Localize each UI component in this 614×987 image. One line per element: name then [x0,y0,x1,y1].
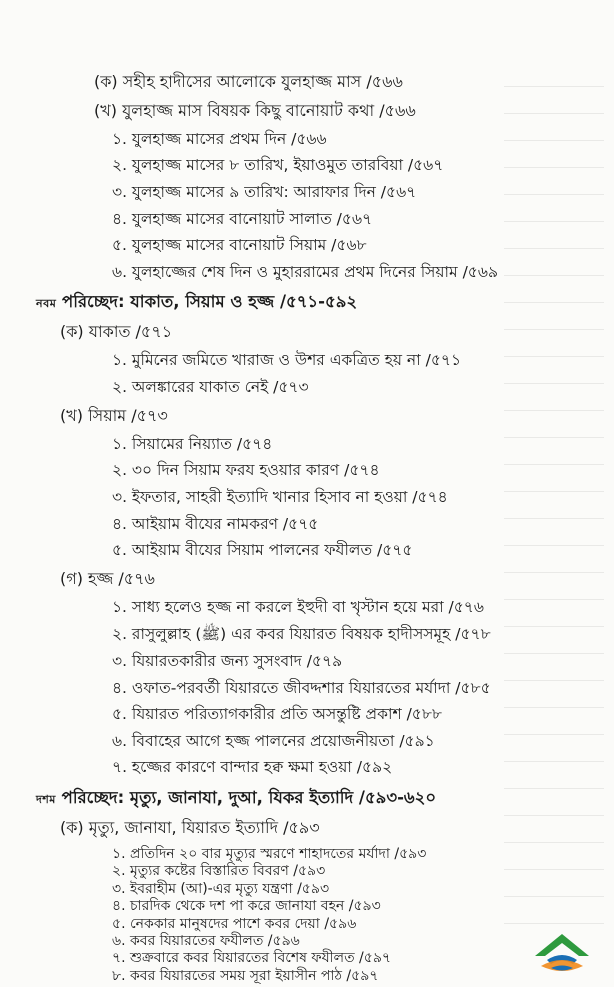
toc-item: ১. সাধ্য হলেও হজ্জ না করলে ইহুদী বা খৃস্টান হয়ে মরা /৫৭৬ [112,598,484,616]
toc-item: ৫. আইয়াম বীযের সিয়াম পালনের ফযীলত /৫৭৫ [112,541,413,559]
section-heading: (গ) হজ্জ /৫৭৬ [60,569,155,588]
chapter-title: পরিচ্ছেদ: মৃত্যু, জানাযা, দুআ, যিকর ইত্যাদি /৫৯৩-৬২০ [61,788,437,807]
toc-item: ৪. যুলহাজ্জ মাসের বানোয়াট সালাত /৫৬৭ [112,210,373,228]
toc-item: ৫. যুলহাজ্জ মাসের বানোয়াট সিয়াম /৫৬৮ [112,236,367,254]
section-heading: (ক) মৃত্যু, জানাযা, যিয়ারত ইত্যাদি /৫৯৩ [60,818,320,837]
toc-item: ৬. কবর যিয়ারতের ফযীলত /৫৯৬ [112,933,300,949]
toc-item: ৭. হজ্জের কারণে বান্দার হক্ব ক্ষমা হওয়া /৫৯২ [112,758,393,776]
toc-item: ৪. আইয়াম বীযের নামকরণ /৫৭৫ [112,515,319,533]
toc-item: ৬. যুলহাজ্জের শেষ দিন ও মুহাররামের প্রথম দিনের সিয়াম /৫৬৯ [112,263,499,281]
toc-item: ৬. বিবাহের আগে হজ্জ পালনের প্রয়োজনীয়তা /৫৯১ [112,732,435,750]
toc-item: ৪. চারদিক থেকে দশ পা করে জানাযা বহন /৫৯৩ [112,898,381,915]
chapter-heading [36,292,357,314]
toc-item: ৪. ওফাত-পরবর্তী যিয়ারতে জীবদ্দশার যিয়ারতের মর্যাদা /৫৮৫ [112,679,491,697]
toc-item: ২. অলঙ্কারের যাকাত নেই /৫৭৩ [112,378,309,396]
toc-item: ২. যুলহাজ্জ মাসের ৮ তারিখ, ইয়াওমুত তারবিয়া /৫৬৭ [112,156,444,174]
toc-item: ৫. যিয়ারত পরিত্যাগকারীর প্রতি অসন্তুষ্টি প্রকাশ /৫৮৮ [112,705,442,723]
chapter-title: পরিচ্ছেদ: যাকাত, সিয়াম ও হজ্জ /৫৭১-৫৯২ [62,292,358,311]
toc-item: ৮. কবর যিয়ারতের সময় সূরা ইয়াসীন পাঠ /৫৯৭ [112,967,379,984]
toc-item: ৩. যুলহাজ্জ মাসের ৯ তারিখ: আরাফার দিন /৫৬৭ [112,183,417,201]
chapter-heading [36,788,436,810]
bleed-through-lines [464,60,614,960]
toc-item: ৫. নেককার মানুষদের পাশে কবর দেয়া /৫৯৬ [112,915,357,932]
toc-item: ১. যুলহাজ্জ মাসের প্রথম দিন /৫৬৬ [112,130,327,148]
publisher-logo-icon [527,930,597,980]
section-heading: (ক) যাকাত /৫৭১ [60,322,173,341]
toc-item: ১. সিয়ামের নিয়্যাত /৫৭৪ [112,435,273,453]
toc-item: ৩. যিয়ারতকারীর জন্য সুসংবাদ /৫৭৯ [112,652,343,670]
toc-item: ১. প্রতিদিন ২০ বার মৃত্যুর স্মরণে শাহাদতের মর্যাদা /৫৯৩ [112,846,427,862]
section-heading: (খ) সিয়াম /৫৭৩ [60,406,168,425]
toc-item: ৩. ইবরাহীম (আ)-এর মৃত্যু যন্ত্রণা /৫৯৩ [112,880,330,897]
toc-item: ২. মৃত্যুর কষ্টের বিস্তারিত বিবরণ /৫৯৩ [112,863,326,880]
toc-entry: (খ) যুলহাজ্জ মাস বিষয়ক কিছু বানোয়াট কথা /৫৬৬ [94,101,416,120]
toc-item: ১. মুমিনের জমিতে খারাজ ও উশর একত্রিত হয় না /৫৭১ [112,351,462,369]
toc-item: ২. ৩০ দিন সিয়াম ফরয হওয়ার কারণ /৫৭৪ [112,461,380,479]
toc-entry: (ক) সহীহ হাদীসের আলোকে যুলহাজ্জ মাস /৫৬৬ [94,72,403,91]
chapter-number: নবম [36,297,57,310]
toc-item: ৩. ইফতার, সাহরী ইত্যাদি খানার হিসাব না হওয়া /৫৭৪ [112,488,448,506]
toc-item: ২. রাসুলুল্লাহ (ﷺ) এর কবর যিয়ারত বিষয়ক হাদীসসমূহ /৫৭৮ [112,625,491,643]
toc-item: ৭. শুক্রবারে কবর যিয়ারতের বিশেষ ফযীলত /৫৯৭ [112,950,392,967]
chapter-number: দশম [36,793,56,806]
